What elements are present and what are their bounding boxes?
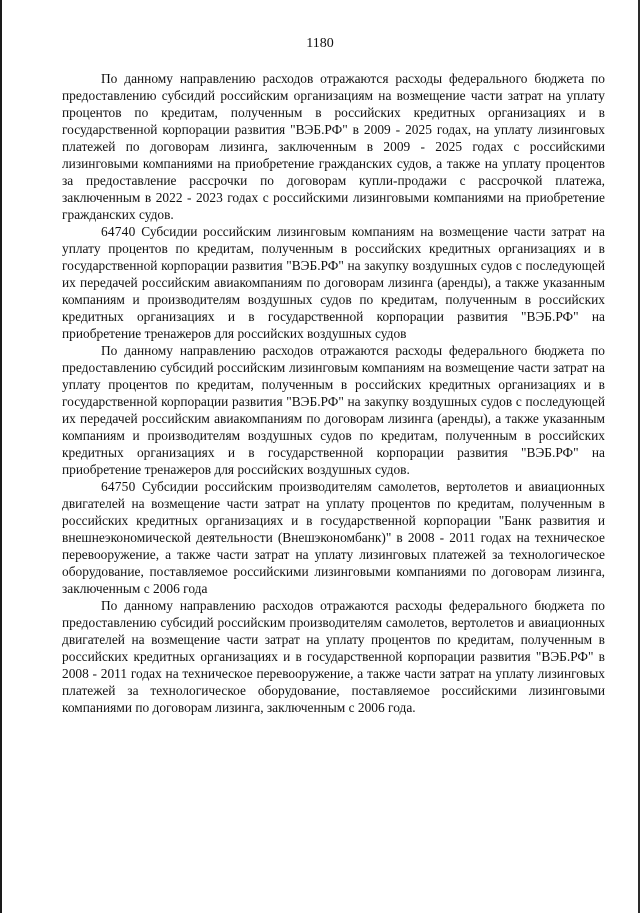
paragraph-item-64750 — [62, 478, 605, 597]
paragraph-description-1 — [62, 70, 605, 223]
paragraph-description-3 — [62, 597, 605, 716]
paragraph-text: Субсидии российским производителям самолетов, вертолетов и авиационных двигателей на возмещение части затрат на уплату процентов по кредитам, полученным в российских кредитных организациях и в государственной корпорации "Банк развития и внешнеэкономической деятельности (Внешэкономбанк)" в 2008 - 2011 годах на техническое перевооружение, а также части затрат на уплату лизинговых платежей за технологическое оборудование, поставляемое российскими лизинговыми компаниями по договорам лизинга, заключенным с 2006 года — [62, 479, 605, 596]
paragraph-item-64740 — [62, 223, 605, 342]
paragraph-text: Субсидии российским лизинговым компаниям на возмещение части затрат на уплату процентов по кредитам, полученным в российских кредитных организациях и в государственной корпорации развития "ВЭБ.РФ" на закупку воздушных судов с последующей их передачей российским авиакомпаниям по договорам лизинга (аренды), а также указанным компаниям и производителям воздушных судов по кредитам, полученным в российских кредитных организациях и в государственной корпорации развития "ВЭБ.РФ" на приобретение тренажеров для российских воздушных судов — [62, 224, 605, 341]
page-number: 1180 — [306, 36, 334, 51]
budget-code: 64750 — [101, 479, 136, 494]
paragraph-text: По данному направлению расходов отражаются расходы федерального бюджета по предоставлению субсидий российским производителям самолетов, вертолетов и авиационных двигателей на возмещение части затрат на уплату процентов по кредитам, полученным в российских кредитных организациях и в государственной корпорации развития "ВЭБ.РФ" в 2008 - 2011 годах на техническое перевооружение, а также части затрат на уплату лизинговых платежей за технологическое оборудование, поставляемое российскими лизинговыми компаниями по договорам лизинга, заключенным с 2006 года. — [62, 598, 605, 715]
paragraph-text: По данному направлению расходов отражаются расходы федерального бюджета по предоставлению субсидий российским лизинговым компаниям на возмещение части затрат на уплату процентов по кредитам, полученным в российских кредитных организациях и в государственной корпорации развития "ВЭБ.РФ" на закупку воздушных судов с последующей их передачей российским авиакомпаниям по договорам лизинга (аренды), а также указанным компаниям и производителям воздушных судов по кредитам, полученным в российских кредитных организациях и в государственной корпорации развития "ВЭБ.РФ" на приобретение тренажеров для российских воздушных судов. — [62, 343, 605, 477]
paragraph-description-2 — [62, 342, 605, 478]
document-body — [62, 70, 605, 716]
budget-code: 64740 — [101, 224, 136, 239]
paragraph-text: По данному направлению расходов отражаются расходы федерального бюджета по предоставлению субсидий российским организациям на возмещение части затрат на уплату процентов по кредитам, полученным в российских кредитных организациях и в государственной корпорации развития "ВЭБ.РФ" в 2009 - 2025 годах, на уплату лизинговых платежей по договорам лизинга, заключенным в 2009 - 2025 годах с российскими лизинговыми компаниями на приобретение гражданских судов, а также на уплату процентов за предоставление рассрочки по договорам купли-продажи с рассрочкой платежа, заключенным в 2022 - 2023 годах с российскими лизинговыми компаниями на приобретение гражданских судов. — [62, 71, 605, 222]
